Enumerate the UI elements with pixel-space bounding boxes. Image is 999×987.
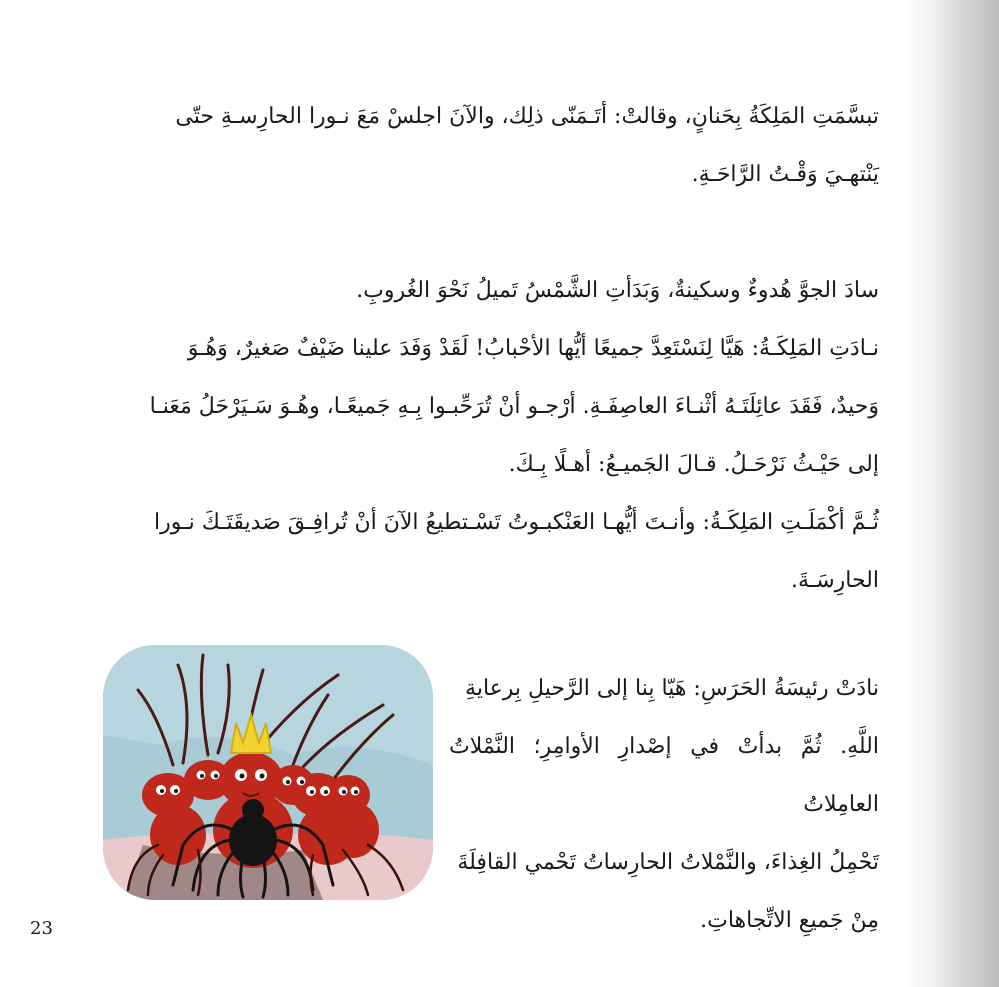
- paragraph-queen-smiles: [169, 88, 879, 204]
- paragraph-queen-continues: [104, 494, 879, 610]
- page-number: 23: [30, 918, 53, 939]
- text-line: تَحْمِلُ الغِذاءَ، والنَّمْلاتُ الحارِساتُ تَحْمي القافِلَةَ: [457, 850, 879, 875]
- text-line: سادَ الجوَّ هُدوءٌ وسكينةٌ، وَبَدَأتِ الشَّمْسُ تَميلُ نَحْوَ الغُروبِ.: [356, 278, 879, 303]
- text-line: نادَتْ رئيسَةُ الحَرَسِ: هَيّا بِنا إلى الرَّحيلِ بِرعايةِ: [465, 676, 879, 701]
- paragraph-calm-sunset: [104, 262, 879, 320]
- text-line: نـادَتِ المَلِكَـةُ: هَيَّا لِنَسْتَعِدَّ جميعًا أيُّها الأحْبابُ! لَقَدْ وَفَدَ علينا ضَيْفٌ صَغيرٌ، وَهُـوَ: [187, 336, 879, 361]
- text-line: إلى حَيْـثُ نَرْحَـلُ. قـالَ الجَميـعُ: أهـلًا بِـكَ.: [508, 452, 879, 477]
- ants-with-queen-and-spider-illustration-icon: [103, 645, 433, 900]
- text-line: يَنْتهـيَ وَقْـتُ الرَّاحَـةِ.: [691, 162, 879, 187]
- paragraph-queen-calls: [104, 320, 879, 494]
- text-line: وَحيدٌ، فَقَدَ عائِلَتَـهُ أثْنـاءَ العاصِفَـةِ. أرْجـو أنْ تُرَحِّبـوا بِـهِ جَميعًـا، وهُـوَ سَـيَرْحَلُ مَعَنـا: [149, 394, 879, 419]
- paragraph-guard-chief: [449, 660, 879, 950]
- text-line: تبسَّمَتِ المَلِكَةُ بِحَنانٍ، وقالتْ: أتَـمَنّى ذلِك، والآنَ اجلسْ مَعَ نـورا الحارِسـةِ حتّى: [175, 104, 879, 129]
- ants-illustration: [103, 645, 433, 900]
- text-line: ثُـمَّ أكْمَلَـتِ المَلِكَـةُ: وأنـتَ أيُّهـا العَنْكبـوتُ تَسْـتطيعُ الآنَ أنْ تُرافِـقَ صَديقَتَـكَ نـورا: [154, 510, 879, 535]
- text-line: مِنْ جَميعِ الاتِّجاهاتِ.: [700, 908, 879, 933]
- text-line: الحارِسَـةَ.: [790, 568, 879, 593]
- text-line: اللَّهِ. ثُمَّ بدأتْ في إصْدارِ الأوامِرِ؛ النَّمْلاتُ العامِلاتُ: [449, 734, 879, 817]
